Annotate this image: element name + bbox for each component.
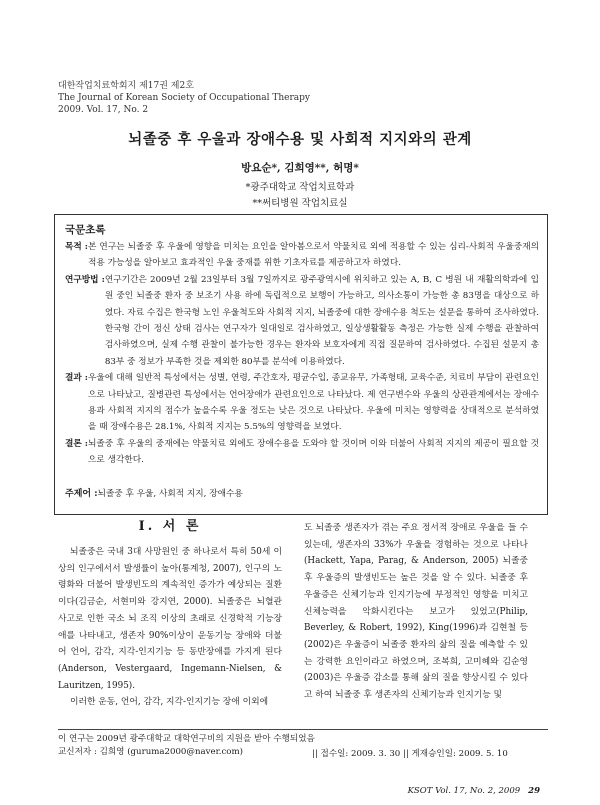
section-label: 결과 : [65, 373, 89, 384]
abstract-box [54, 214, 548, 515]
page-footer [408, 786, 540, 796]
journal-name-english: The Journal of Korean Society of Occupational Therapy [58, 93, 311, 103]
section-label: 목적 : [65, 242, 89, 252]
section-label: 연구방법 : [65, 274, 105, 285]
submission-dates: || 접수일: 2009. 3. 30 || 게재승인일: 2009. 5. 10 [312, 749, 508, 759]
keywords-text: 뇌졸중 후 우울, 사회적 지지, 장애수용 [97, 488, 243, 499]
affiliation-2: **써티병원 작업치료실 [252, 198, 348, 209]
section-text: 본 연구는 뇌졸중 후 우울에 영향을 미치는 요인을 알아봄으로서 약물치료 외에 적용할 수 있는 심리-사회적 우울중재의 적용 가능성을 알아보고 효과적인 우울 중재를 위한 기초자료를 제공하고자 하였다. [88, 242, 539, 269]
abstract-results [65, 370, 539, 436]
keywords [65, 486, 539, 502]
footnote-divider [58, 729, 548, 730]
section-text: 뇌졸중 후 우울의 중재에는 약물치료 외에도 장애수용을 도와야 할 것이며 이와 더불어 사회적 지지의 제공이 필요할 것으로 생각한다. [88, 438, 539, 466]
body-paragraph: 뇌졸중은 국내 3대 사망원인 중 하나로서 특히 50세 이상의 인구에서서 발생률이 높아(통계청, 2007), 인구의 노령화와 더불어 발생빈도의 계속적인 증가가 예상되는 질환이다(김금순, 서현미와 강지연, 2000). 뇌졸중은 뇌혈관 사고로 인한 국소 뇌 조직 이상의 초래로 신경학적 기능장애를 나타내고, 생존자 90%이상이 운동기능 장애와 더불어 언어, 감각, 지각-인지기능 등 동반장애를 가지게 된다(Anderson, Vestergaard, Ingemann-Nielsen, & Lauritzen, 1995). [58, 547, 282, 691]
page-number: 29 [528, 786, 540, 796]
body-column-right [304, 520, 528, 704]
abstract-heading: 국문초록 [65, 224, 106, 236]
funding-note: 이 연구는 2009년 광주대학교 대학연구비의 지원을 받아 수행되었음 [58, 734, 315, 744]
section-heading-introduction: Ⅰ. 서 론 [138, 519, 202, 534]
section-label: 결론 : [65, 438, 89, 449]
footer-journal: KSOT Vol. 17, No. 2, 2009 [407, 786, 521, 796]
journal-issue: 2009. Vol. 17, No. 2 [58, 105, 149, 115]
abstract-methods [65, 272, 539, 370]
body-paragraph: 도 뇌졸중 생존자가 겪는 주요 정서적 장애로 우울을 들 수 있는데, 생존자의 33%가 우울을 경험하는 것으로 나타나(Hackett, Yapa, Parag, & Anderson, 2005) 뇌졸중 후 우울증의 발생빈도는 높은 것을 알 수 있다. 뇌졸중 후 우울증은 신체기능과 인지기능에 부정적인 영향을 미치고 신체능력을 악화시킨다는 보고가 있었고(Philip, Beverley, & Robert, 1992), King(1996)과 김현철 등(2002)은 우울증이 뇌졸중 환자의 삶의 질을 예측할 수 있는 강력한 요인이라고 하였으며, 조복희, 고미혜와 김순영(2003)은 우울증 감소를 통해 삶의 질을 향상시킬 수 있다고 하여 뇌졸중 후 생존자의 신체기능과 인지기능 및 [304, 523, 528, 701]
journal-name-korean: 대한작업치료학회지 제17권 제2호 [58, 81, 194, 91]
authors: 방요순*, 김희영**, 허명* [241, 162, 359, 174]
section-text: 연구기간은 2009년 2월 23일부터 3월 7일까지로 광주광역시에 위치하고 있는 A, B, C 병원 내 재활의학과에 입원 중인 뇌졸중 환자 중 보조기 사용 하에 독립적으로 보행이 가능하고, 의사소통이 가능한 총 83명을 대상으로 하였다. 자료 수집은 한국형 노인 우울척도와 사회적 지지, 뇌졸중에 대한 장애수용 척도는 설문을 통하여 조사하였다. 한국형 간이 정신 상태 검사는 연구자가 일대일로 검사하였고, 일상생활활동 측정은 가능한 실제 수행을 관찰하여 검사하였으며, 실제 수행 관찰이 불가능한 경우는 환자와 보호자에게 직접 질문하여 검사하였다. 수집된 설문지 총 83부 중 정보가 부족한 것을 제외한 80부를 분석에 이용하였다. [104, 274, 539, 367]
footnote [58, 733, 315, 759]
abstract-purpose [65, 239, 539, 272]
body-paragraph: 이러한 운동, 언어, 감각, 지각-인지기능 장애 이외에 [70, 697, 269, 708]
journal-header [58, 80, 310, 116]
section-text: 우울에 대해 일반적 특성에서는 성별, 연령, 주간호자, 평균수입, 종교유무, 가족형태, 교육수준, 치료비 부담이 관련요인으로 나타났고, 질병관련 특성에서는 언어장애가 관련요인으로 나타났다. 제 연구변수와 우울의 상관관계에서는 장애수용과 사회적 지지의 점수가 높을수록 우울 정도는 낮은 것으로 나타났다. 우울에 미치는 영향력을 상대적으로 분석하였을 때 장애수용은 28.1%, 사회적 지지는 5.5%의 영향력을 보였다. [88, 373, 539, 433]
keywords-label: 주제어 : [65, 488, 98, 499]
affiliation-1: *광주대학교 작업치료학과 [245, 182, 355, 193]
corresponding-author: 교신저자 : 김희영 (guruma2000@naver.com) [58, 747, 243, 757]
paper-title: 뇌졸중 후 우울과 장애수용 및 사회적 지지와의 관계 [128, 131, 472, 148]
body-column-left [58, 516, 282, 711]
abstract-conclusion [65, 436, 539, 469]
